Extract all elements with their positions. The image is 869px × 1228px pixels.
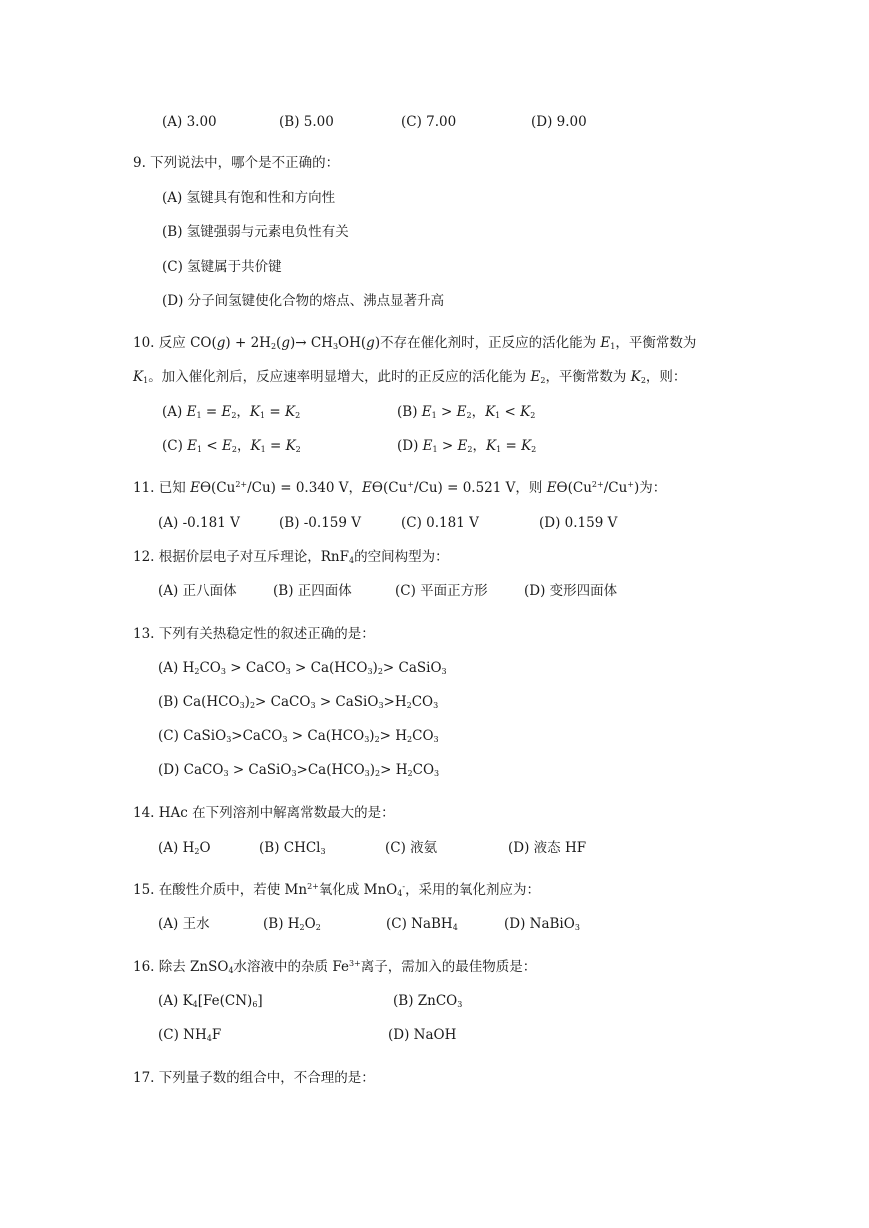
q9-option-d: (D) 分子间氢键使化合物的熔点、沸点显著升高 — [162, 293, 445, 309]
q12-option-d: (D) 变形四面体 — [524, 583, 618, 599]
q16-option-c: (C) $NH_4F$ — [158, 1027, 222, 1043]
q13-option-a: (A) $H_2CO_3$ > CaCO$_3$ > $Ca(HCO_3)_2>$ CaSiO$_3$ — [158, 660, 447, 676]
q12-option-c: (C) 平面正方形 — [395, 583, 488, 599]
q10-option-a: (A) $E_1 = E_2$，$K_1 = K_2$ — [162, 404, 301, 420]
q9-option-a: (A) 氢键具有饱和性和方向性 — [162, 190, 336, 206]
q13-option-d: (D) CaCO$_3$ > $CaSiO_3>Ca(HCO_3)_2> H_2CO_3$ — [158, 762, 440, 778]
q15-option-b: (B) $H_2O_2$ — [263, 916, 321, 932]
q10-stem-line2: $K_1$。加入催化剂后，反应速率明显增大，此时的正反应的活化能为 $E_2$，平衡常数为 $K_2$，则： — [133, 369, 687, 385]
q9-option-c: (C) 氢键属于共价键 — [162, 259, 282, 275]
q15-option-a: (A) 王水 — [158, 916, 210, 932]
q15-stem: 15. 在酸性介质中，若使 $Mn^{2+}$氧化成 MnO$_4$-，采用的氧化剂应为： — [133, 882, 541, 898]
q14-option-a: (A) $H_2O$ — [158, 840, 211, 856]
q13-option-b: (B) $Ca(HCO_3)_2>$ CaCO$_3$ > $CaSiO_3>H_2CO_3$ — [158, 694, 439, 710]
q14-stem: 14. HAc 在下列溶剂中解离常数最大的是： — [133, 805, 395, 821]
q13-option-c: (C) CaSiO$_3$>CaCO$_3$ > $Ca(HCO_3)_2> H_2CO_3$ — [158, 728, 439, 744]
q8-option-d: (D) 9.00 — [531, 114, 587, 130]
q16-option-d: (D) NaOH — [388, 1027, 457, 1043]
q16-option-a: (A) $K_4[Fe(CN)_6]$ — [158, 993, 263, 1009]
q11-option-a: (A) -0.181 V — [158, 515, 240, 531]
q14-option-c: (C) 液氨 — [385, 840, 438, 856]
q9-option-b: (B) 氢键强弱与元素电负性有关 — [162, 224, 349, 240]
q12-option-a: (A) 正八面体 — [158, 583, 237, 599]
q16-stem: 16. 除去 ZnSO$_4$水溶液中的杂质 $Fe^{3+}$离子，需加入的最佳物质是： — [133, 959, 537, 975]
q12-option-b: (B) 正四面体 — [273, 583, 352, 599]
q8-option-c: (C) 7.00 — [401, 114, 457, 130]
q11-option-b: (B) -0.159 V — [279, 515, 361, 531]
q10-option-c: (C) $E_1 < E_2$，$K_1 = K_2$ — [162, 438, 301, 454]
q14-option-b: (B) CHCl$_3$ — [259, 840, 326, 856]
q15-option-c: (C) NaBH$_4$ — [386, 916, 458, 932]
q10-stem-line1: 10. 反应 $CO(g) + 2H_2(g)\to CH_3OH(g)$不存在催化剂时，正反应的活化能为 $E_1$，平衡常数为 — [133, 335, 697, 351]
q8-option-b: (B) 5.00 — [279, 114, 334, 130]
q9-stem: 9. 下列说法中，哪个是不正确的： — [133, 155, 340, 171]
q11-option-c: (C) 0.181 V — [401, 515, 479, 531]
q10-option-b: (B) $E_1 > E_2$，$K_1 < K_2$ — [397, 404, 536, 420]
q17-stem: 17. 下列量子数的组合中，不合理的是： — [133, 1070, 375, 1086]
q16-option-b: (B) ZnCO$_3$ — [393, 993, 463, 1009]
q8-option-a: (A) 3.00 — [162, 114, 217, 130]
q11-stem: 11. 已知 $Eϴ(Cu^{2+}/Cu) = 0.340$ V，Eϴ(Cu+/Cu) = 0.521 V，则 $Eϴ(Cu^{2+}/Cu^+)$为： — [133, 480, 667, 496]
q10-option-d: (D) $E_1 > E_2$，$K_1 = K_2$ — [397, 438, 537, 454]
q11-option-d: (D) 0.159 V — [539, 515, 618, 531]
q13-stem: 13. 下列有关热稳定性的叙述正确的是： — [133, 626, 375, 642]
q14-option-d: (D) 液态 HF — [508, 840, 587, 856]
q15-option-d: (D) NaBiO$_3$ — [504, 916, 580, 932]
q12-stem: 12. 根据价层电子对互斥理论，RnF$_4$的空间构型为： — [133, 549, 449, 565]
